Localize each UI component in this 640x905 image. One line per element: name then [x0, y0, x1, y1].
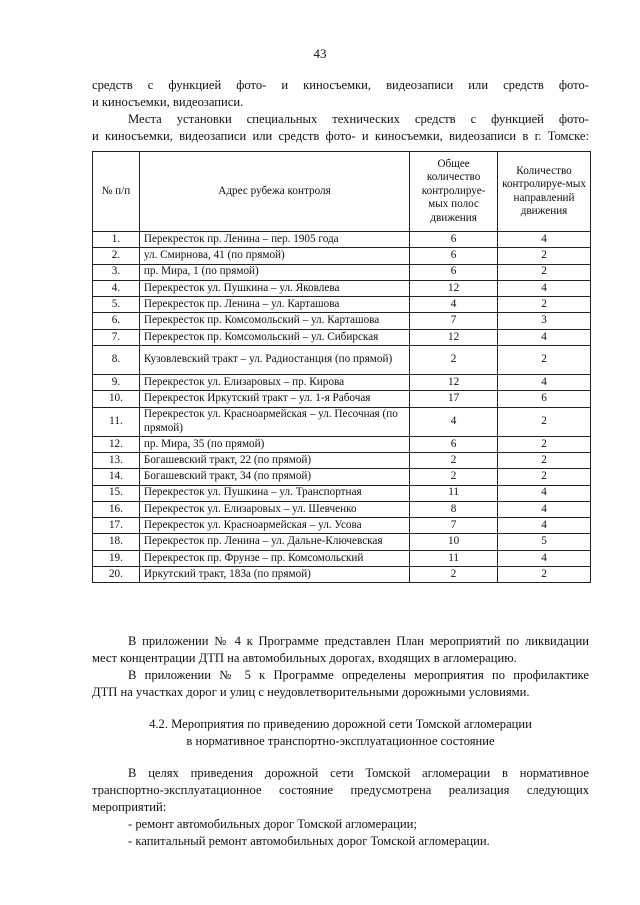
cell-directions: 2 [498, 297, 591, 313]
cell-address: пр. Мира, 35 (по прямой) [139, 436, 409, 452]
cell-lanes: 12 [410, 375, 498, 391]
section-heading [92, 716, 589, 750]
cell-address: Перекресток пр. Ленина – пер. 1905 года [139, 232, 409, 248]
cell-directions: 4 [498, 375, 591, 391]
cell-directions: 2 [498, 346, 591, 375]
section-paragraph [92, 765, 589, 816]
cell-directions: 4 [498, 485, 591, 501]
cell-address: пр. Мира, 1 (по прямой) [139, 264, 409, 280]
cell-address: Перекресток пр. Комсомольский – ул. Сибирская [139, 329, 409, 345]
cell-directions: 4 [498, 501, 591, 517]
cell-num: 1. [93, 232, 140, 248]
cell-lanes: 2 [410, 452, 498, 468]
table-row [93, 313, 591, 329]
table-row [93, 297, 591, 313]
cell-lanes: 6 [410, 264, 498, 280]
measures-list [128, 816, 490, 850]
header-address: Адрес рубежа контроля [139, 152, 409, 232]
cell-num: 2. [93, 248, 140, 264]
cell-directions: 2 [498, 469, 591, 485]
cell-address: Богашевский тракт, 22 (по прямой) [139, 452, 409, 468]
table-row [93, 407, 591, 436]
cell-directions: 2 [498, 452, 591, 468]
table-row [93, 550, 591, 566]
cell-lanes: 10 [410, 534, 498, 550]
cameras-table [92, 151, 591, 583]
table-body [93, 232, 591, 583]
cell-lanes: 6 [410, 436, 498, 452]
cell-num: 8. [93, 346, 140, 375]
cell-directions: 5 [498, 534, 591, 550]
cell-address: Перекресток ул. Пушкина – ул. Транспортная [139, 485, 409, 501]
cell-lanes: 7 [410, 518, 498, 534]
intro-line-2: и киносъемки, видеозаписи. [92, 95, 244, 109]
list-item: - капитальный ремонт автомобильных дорог Томской агломерации. [128, 834, 490, 848]
intro-paragraph [92, 77, 589, 145]
cell-address: Богашевский тракт, 34 (по прямой) [139, 469, 409, 485]
cell-address: ул. Смирнова, 41 (по прямой) [139, 248, 409, 264]
cell-num: 16. [93, 501, 140, 517]
cell-num: 13. [93, 452, 140, 468]
cell-directions: 6 [498, 391, 591, 407]
table-row [93, 264, 591, 280]
cell-lanes: 2 [410, 567, 498, 583]
table-row [93, 485, 591, 501]
cell-num: 10. [93, 391, 140, 407]
cell-address: Перекресток Иркутский тракт – ул. 1-я Рабочая [139, 391, 409, 407]
section-heading-line-2: в нормативное транспортно-эксплуатационное состояние [186, 734, 495, 748]
cell-num: 15. [93, 485, 140, 501]
cell-num: 20. [93, 567, 140, 583]
cell-directions: 4 [498, 329, 591, 345]
after-p2-line-2: ДТП на участках дорог и улиц с неудовлетворительными дорожными условиями. [92, 685, 530, 699]
after-p1-line-2: мест концентрации ДТП на автомобильных дорогах, входящих в агломерацию. [92, 651, 517, 665]
cell-num: 18. [93, 534, 140, 550]
section-p-line-3: мероприятий: [92, 800, 167, 814]
cell-num: 4. [93, 280, 140, 296]
cell-lanes: 11 [410, 550, 498, 566]
cell-num: 14. [93, 469, 140, 485]
cell-num: 3. [93, 264, 140, 280]
cell-directions: 2 [498, 248, 591, 264]
table-row [93, 534, 591, 550]
cell-lanes: 12 [410, 329, 498, 345]
cell-address: Перекресток пр. Фрунзе – пр. Комсомольский [139, 550, 409, 566]
cell-address: Перекресток ул. Красноармейская – ул. Усова [139, 518, 409, 534]
cell-lanes: 17 [410, 391, 498, 407]
cell-directions: 3 [498, 313, 591, 329]
cell-num: 11. [93, 407, 140, 436]
page-number: 43 [313, 46, 327, 61]
cell-lanes: 12 [410, 280, 498, 296]
cell-address: Перекресток ул. Елизаровых – ул. Шевченко [139, 501, 409, 517]
intro-line-3: Места установки специальных технических средств с функцией фото- [128, 112, 589, 126]
cell-directions: 2 [498, 567, 591, 583]
cell-address: Кузовлевский тракт – ул. Радиостанция (по прямой) [139, 346, 409, 375]
cell-directions: 4 [498, 280, 591, 296]
cell-address: Перекресток пр. Комсомольский – ул. Карташова [139, 313, 409, 329]
header-directions: Количество контролируе-мых направлений движения [498, 152, 591, 232]
cell-lanes: 4 [410, 407, 498, 436]
cell-num: 5. [93, 297, 140, 313]
table-row [93, 436, 591, 452]
table-row [93, 391, 591, 407]
table-row [93, 452, 591, 468]
table-row [93, 232, 591, 248]
cell-directions: 2 [498, 436, 591, 452]
intro-line-1: средств с функцией фото- и киносъемки, видеозаписи или средств фото- [92, 78, 589, 92]
table-row [93, 518, 591, 534]
table-row [93, 329, 591, 345]
cell-directions: 2 [498, 264, 591, 280]
table-row [93, 248, 591, 264]
cell-lanes: 7 [410, 313, 498, 329]
cell-lanes: 11 [410, 485, 498, 501]
table-header-row [93, 152, 591, 232]
header-num: № п/п [93, 152, 140, 232]
cell-lanes: 2 [410, 469, 498, 485]
after-p2-line-1: В приложении № 5 к Программе определены мероприятия по профилактике [128, 668, 589, 682]
cell-address: Перекресток пр. Ленина – ул. Карташова [139, 297, 409, 313]
cell-lanes: 4 [410, 297, 498, 313]
cell-directions: 4 [498, 518, 591, 534]
header-lanes: Общее количество контролируе-мых полос движения [410, 152, 498, 232]
cell-address: Перекресток ул. Пушкина – ул. Яковлева [139, 280, 409, 296]
cell-address: Перекресток ул. Елизаровых – пр. Кирова [139, 375, 409, 391]
cell-num: 19. [93, 550, 140, 566]
table-row [93, 375, 591, 391]
cell-directions: 4 [498, 550, 591, 566]
table-row [93, 501, 591, 517]
table-row [93, 346, 591, 375]
cell-lanes: 6 [410, 232, 498, 248]
cell-address: Перекресток пр. Ленина – ул. Дальне-Ключевская [139, 534, 409, 550]
cell-num: 9. [93, 375, 140, 391]
cell-lanes: 8 [410, 501, 498, 517]
cell-directions: 2 [498, 407, 591, 436]
cell-num: 12. [93, 436, 140, 452]
intro-line-4: и киносъемки, видеозаписи или средств фото- и киносъемки, видеозаписи в г. Томске: [92, 129, 589, 143]
after-table-paragraph [92, 633, 589, 701]
cell-num: 17. [93, 518, 140, 534]
cell-directions: 4 [498, 232, 591, 248]
table-row [93, 469, 591, 485]
cell-num: 6. [93, 313, 140, 329]
table-row [93, 280, 591, 296]
cell-lanes: 6 [410, 248, 498, 264]
table-row [93, 567, 591, 583]
after-p1-line-1: В приложении № 4 к Программе представлен План мероприятий по ликвидации [128, 634, 589, 648]
list-item: - ремонт автомобильных дорог Томской агломерации; [128, 817, 417, 831]
cell-num: 7. [93, 329, 140, 345]
section-p-line-2: транспортно-эксплуатационное состояние предусмотрена реализация следующих [92, 783, 589, 797]
section-p-line-1: В целях приведения дорожной сети Томской агломерации в нормативное [128, 766, 589, 780]
cell-address: Перекресток ул. Красноармейская – ул. Песочная (по прямой) [139, 407, 409, 436]
section-heading-line-1: 4.2. Мероприятия по приведению дорожной сети Томской агломерации [149, 717, 532, 731]
cell-address: Иркутский тракт, 183а (по прямой) [139, 567, 409, 583]
cell-lanes: 2 [410, 346, 498, 375]
